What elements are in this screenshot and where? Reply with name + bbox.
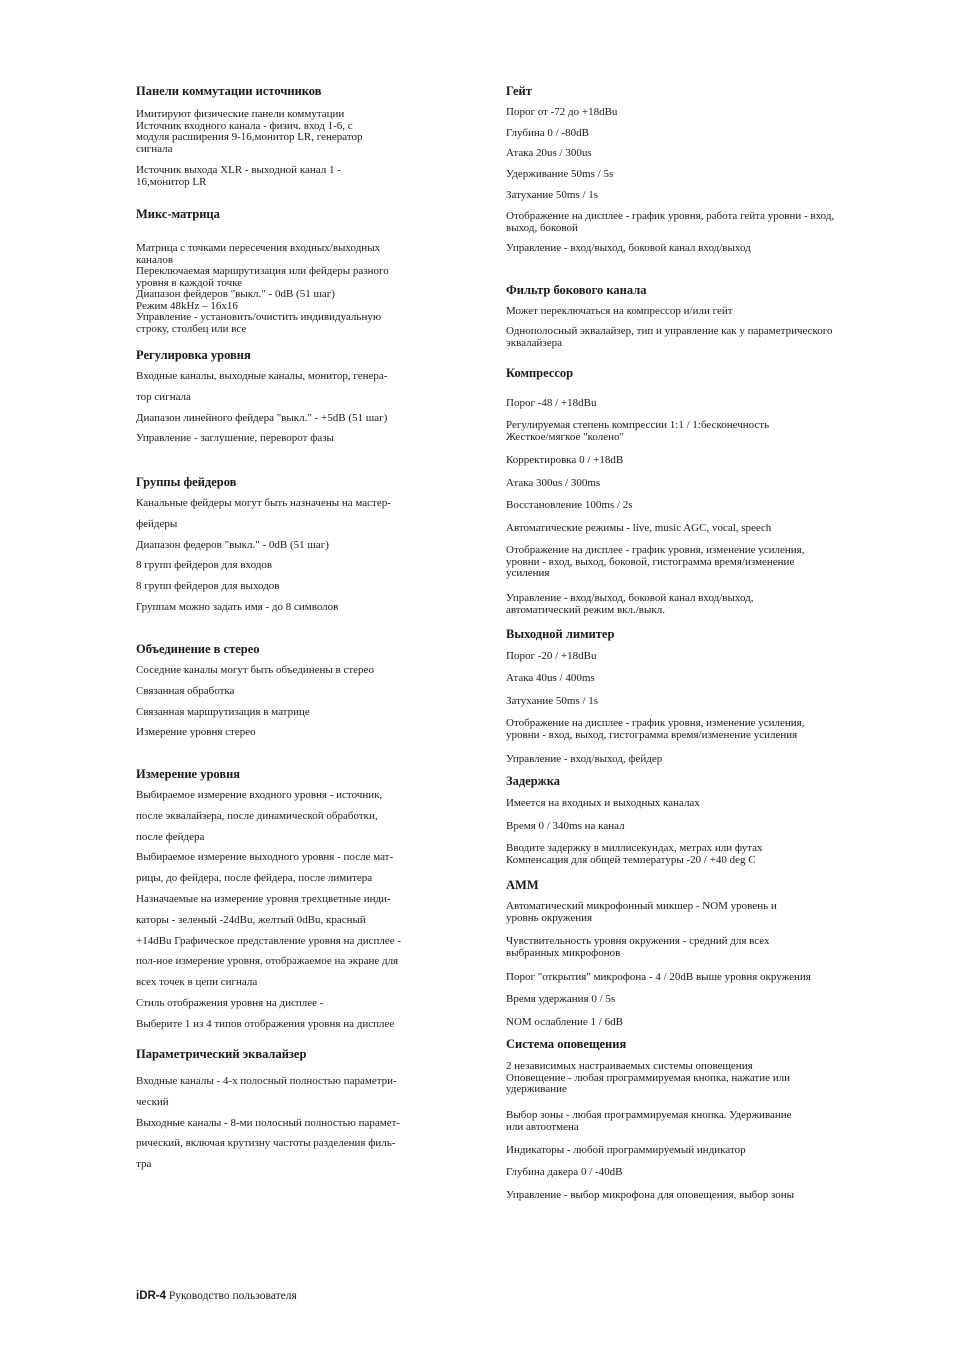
text-line: автоматический режим вкл./выкл. — [506, 603, 665, 616]
text-line: Жесткое/мягкое "колено" — [506, 430, 624, 443]
paragraph — [136, 660, 374, 743]
text-line: уровнь окружения — [506, 911, 593, 924]
text-line: Имитируют физические панели коммутации — [136, 108, 345, 120]
text-line: Соседние каналы могут быть объединены в стерео — [136, 664, 374, 676]
section-title: Регулировка уровня — [136, 348, 251, 362]
spec-item — [506, 523, 771, 535]
text-line: Управление - вход/выход, боковой канал вход/выход, — [506, 592, 754, 604]
spec-item — [506, 901, 777, 924]
paragraph — [136, 785, 401, 1035]
text-line: пол-ное измерение уровня, отображаемое на экране для — [136, 955, 399, 968]
spec-item — [506, 420, 769, 443]
paragraph — [136, 493, 391, 618]
text-line: Регулируемая степень компрессии 1:1 / 1:бесконечность — [506, 419, 770, 431]
text-line: Стиль отображения уровня на дисплее - — [136, 996, 324, 1009]
section-title: Панели коммутации источников — [136, 84, 322, 98]
section-title: Выходной лимитер — [506, 627, 615, 641]
text-line: Канальные фейдеры могут быть назначены на мастер- — [136, 497, 391, 509]
text-line: Время удержания 0 / 5s — [506, 993, 616, 1005]
spec-item — [506, 798, 700, 810]
spec-item — [506, 593, 754, 616]
text-line: эквалайзера — [506, 336, 562, 349]
text-line: +14dBu Графическое представление уровня на дисплее - — [136, 934, 402, 947]
text-line: Автоматический микрофонный микшер - NOM уровень и — [506, 900, 777, 912]
text-line: выбранных микрофонов — [506, 946, 621, 959]
spec-item — [506, 211, 834, 234]
text-line: Время 0 / 340ms на канал — [506, 820, 625, 832]
text-line: Назначаемые на измерение уровня трехцветные инди- — [136, 892, 391, 905]
text-line: после фейдера — [136, 830, 205, 843]
spec-item — [506, 243, 751, 255]
section-title: Система оповещения — [506, 1037, 627, 1051]
paragraph — [136, 1071, 400, 1175]
text-line: 2 независимых настраиваемых системы оповещения — [506, 1060, 753, 1072]
section-title: Объединение в стерео — [136, 642, 260, 656]
text-line: Индикаторы - любой программируемый индикатор — [506, 1144, 746, 1156]
text-line: или автоотмена — [506, 1120, 579, 1133]
spec-item — [506, 1017, 623, 1029]
spec-item — [506, 696, 598, 708]
spec-item — [506, 545, 804, 580]
text-line: Диапазон фейдеров "выкл." - 0dB (51 шаг) — [136, 288, 335, 300]
text-line: Отображение на дисплее - график уровня, изменение усиления, — [506, 717, 805, 729]
text-line: Измерение уровня стерео — [136, 726, 256, 739]
section-title: Гейт — [506, 84, 532, 98]
text-line: Отображение на дисплее - график уровня, работа гейта уровни - вход, — [506, 210, 835, 222]
spec-item — [506, 128, 589, 140]
text-line: Управление - заглушение, переворот фазы — [136, 432, 334, 445]
paragraph — [136, 109, 363, 155]
text-line: Атака 20us / 300us — [506, 147, 592, 159]
text-line: после эквалайзера, после динамической обработки, — [136, 809, 378, 822]
spec-item — [506, 651, 596, 663]
spec-item — [506, 169, 613, 181]
text-line: уровни - вход, выход, гистограмма время/изменение усиления — [506, 728, 798, 741]
text-line: каторы - зеленый -24dBu, желтый 0dBu, красный — [136, 913, 366, 926]
paragraph — [136, 243, 389, 335]
text-line: Диапазон линейного фейдера "выкл." - +5dB (51 шаг) — [136, 411, 388, 424]
section-title: Компрессор — [506, 366, 574, 380]
spec-item — [506, 398, 596, 410]
section-title: Группы фейдеров — [136, 475, 237, 489]
text-line: Затухание 50ms / 1s — [506, 189, 599, 201]
text-line: Переключаемая маршрутизация или фейдеры разного — [136, 265, 389, 277]
spec-item — [506, 148, 592, 160]
spec-item — [506, 1110, 792, 1133]
text-line: Порог от -72 до +18dBu — [506, 106, 618, 118]
text-line: 8 групп фейдеров для выходов — [136, 580, 280, 593]
text-line: каналов — [136, 253, 174, 266]
text-line: Связанная обработка — [136, 684, 235, 697]
text-line: Управление - выбор микрофона для оповещения, выбор зоны — [506, 1189, 795, 1201]
text-line: Порог -48 / +18dBu — [506, 397, 597, 409]
text-line: Оповещение - любая программируемая кнопка, нажатие или — [506, 1071, 791, 1084]
text-line: тор сигнала — [136, 390, 191, 403]
text-line: Глубина дакера 0 / -40dB — [506, 1166, 623, 1178]
footer-text: Руководство пользователя — [166, 1290, 297, 1302]
spec-item — [506, 107, 617, 119]
text-line: Автоматические режимы - live, music AGC, vocal, speech — [506, 522, 772, 534]
spec-item — [506, 718, 804, 741]
spec-item — [506, 1145, 746, 1157]
spec-item — [506, 673, 595, 685]
spec-item — [506, 455, 623, 467]
spec-item — [506, 754, 662, 766]
spec-item — [506, 972, 811, 984]
text-line: всех точек в цепи сигнала — [136, 976, 258, 989]
text-line: 16,монитор LR — [136, 175, 207, 188]
text-line: Группам можно задать имя - до 8 символов — [136, 600, 339, 613]
section-title: Измерение уровня — [136, 767, 241, 781]
text-line: Выбираемое измерение входного уровня - источник, — [136, 789, 383, 801]
text-line: уровни - вход, выход, боковой, гистограмма время/изменение — [506, 555, 795, 568]
text-line: фейдеры — [136, 517, 178, 530]
text-line: Входные каналы - 4-х полосный полностью параметри- — [136, 1075, 397, 1087]
text-line: Режим 48kHz – 16x16 — [136, 299, 238, 312]
paragraph — [136, 165, 341, 188]
spec-item — [506, 326, 833, 349]
text-line: Однополосный эквалайзер, тип и управление как у параметрического — [506, 325, 833, 337]
spec-item — [506, 1190, 794, 1202]
text-line: Чувствительность уровня окружения - средний для всех — [506, 935, 770, 947]
text-line: Отображение на дисплее - график уровня, изменение усиления, — [506, 544, 805, 556]
text-line: Атака 300us / 300ms — [506, 477, 601, 489]
text-line: Глубина 0 / -80dB — [506, 127, 589, 139]
text-line: Восстановление 100ms / 2s — [506, 499, 633, 511]
text-line: Управление - вход/выход, боковой канал вход/выход — [506, 242, 751, 254]
text-line: Выходные каналы - 8-ми полосный полностью парамет- — [136, 1116, 401, 1129]
text-line: 8 групп фейдеров для входов — [136, 559, 273, 572]
section-title: Фильтр бокового канала — [506, 283, 647, 297]
text-line: рицы, до фейдера, после фейдера, после лимитера — [136, 872, 373, 885]
text-line: Источник выхода XLR - выходной канал 1 - — [136, 164, 341, 176]
text-line: рический, включая крутизну частоты разделения филь- — [136, 1137, 396, 1150]
text-line: Порог -20 / +18dBu — [506, 650, 597, 662]
text-line: уровня в каждой точке — [136, 276, 243, 289]
text-line: Удерживание 50ms / 5s — [506, 168, 614, 180]
section-title: Задержка — [506, 774, 560, 788]
text-line: Матрица с точками пересечения входных/выходных — [136, 242, 381, 254]
text-line: Выбор зоны - любая программируемая кнопка. Удерживание — [506, 1109, 792, 1121]
text-line: NOM ослабление 1 / 6dB — [506, 1016, 623, 1028]
text-line: Диапазон федеров "выкл." - 0dB (51 шаг) — [136, 538, 329, 551]
text-line: Выберите 1 из 4 типов отображения уровня на дисплее — [136, 1017, 395, 1030]
page-footer — [136, 1290, 297, 1302]
text-line: Выбираемое измерение выходного уровня - после мат- — [136, 851, 394, 864]
text-line: сигнала — [136, 142, 173, 155]
spec-item — [506, 306, 733, 318]
text-line: Источник входного канала - физич. вход 1-6, с — [136, 119, 353, 132]
spec-item — [506, 1061, 790, 1096]
spec-item — [506, 821, 625, 833]
text-line: выход, боковой — [506, 221, 578, 234]
text-line: Порог "открытия" микрофона - 4 / 20dB выше уровня окружения — [506, 971, 811, 983]
text-line: Корректировка 0 / +18dB — [506, 454, 624, 466]
text-line: Входные каналы, выходные каналы, монитор, генера- — [136, 370, 388, 382]
section-title: Параметрический эквалайзер — [136, 1047, 307, 1061]
text-line: Управление - установить/очистить индивидуальную — [136, 311, 382, 323]
section-title: Микс-матрица — [136, 207, 220, 221]
text-line: Связанная маршрутизация в матрице — [136, 705, 310, 718]
spec-item — [506, 936, 770, 959]
spec-item — [506, 190, 598, 202]
spec-item — [506, 500, 633, 512]
text-line: Может переключаться на компрессор и/или гейт — [506, 305, 733, 317]
text-line: Управление - вход/выход, фейдер — [506, 753, 663, 765]
text-line: усиления — [506, 567, 550, 579]
spec-item — [506, 478, 600, 490]
section-title: AMM — [506, 878, 539, 892]
text-line: Компенсация для общей температуры -20 / +40 deg C — [506, 853, 756, 866]
text-line: Вводите задержку в миллисекундах, метрах или футах — [506, 842, 763, 854]
text-line: Имеется на входных и выходных каналах — [506, 797, 700, 809]
footer-brand: iDR-4 — [136, 1290, 167, 1302]
spec-item — [506, 994, 615, 1006]
text-line: строку, столбец или все — [136, 322, 247, 335]
text-line: Затухание 50ms / 1s — [506, 695, 599, 707]
text-line: модуля расширения 9-16,монитор LR, генератор — [136, 131, 363, 143]
spec-item — [506, 1167, 623, 1179]
spec-item — [506, 843, 763, 866]
paragraph — [136, 366, 387, 449]
text-line: удерживание — [506, 1083, 567, 1095]
text-line: тра — [136, 1158, 152, 1171]
text-line: ческий — [136, 1095, 169, 1108]
text-line: Атака 40us / 400ms — [506, 672, 595, 684]
